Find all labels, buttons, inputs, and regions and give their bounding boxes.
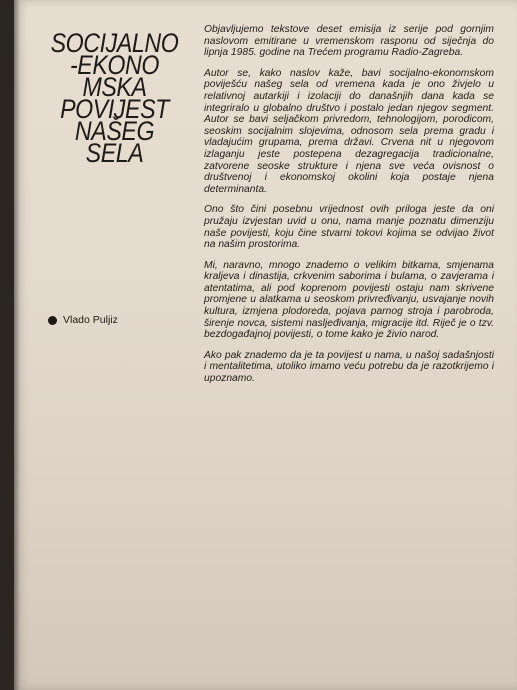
title-line: -EKONO [69, 50, 160, 80]
title-line: SELA [85, 138, 144, 168]
paragraph: Mi, naravno, mnogo znademo o velikim bitkama, smjenama kraljeva i dinastija, crkvenim saborima i bulama, o zavjerama i atentatima, ali pod koprenom povijesti ostaju nam skrivene promjene u alatkama u seoskom privređivanju, usvajanje novih kultura, izmjena plodoreda, pojava parnog stroja i parobroda, širenje novca, sistemi nasljeđivanja, migracije itd. Riječ je o tzv. bezdogađajnoj povijesti, o tome kako je živio narod. [204, 259, 494, 341]
title-line: POVIJEST [60, 94, 169, 124]
title-line: MSKA [82, 72, 147, 102]
paragraph: Ono što čini posebnu vrijednost ovih priloga jeste da oni pružaju izvjestan uvid u onu, nama manje poznatu dimenziju naše povijesti, koju čine stvarni tokovi kojima se odvijao život na našim prostorima. [204, 204, 494, 251]
paragraph: Autor se, kako naslov kaže, bavi socijalno-ekonomskom poviješću našeg sela od vremena kada je ono živjelo u relativnoj autarkiji i izolaciji do današnjih dana kada se integriralo u globalno društvo i postalo jedan njegov segment. Autor se bavi seljačkom privredom, tehnologijom, porodicom, seoskim socijalnim slojevima, odnosom sela prema gradu i vladajućim grupama, prema državi. Crvena nit u njegovom izlaganju jeste postepena dezagregacija tradicionalne, zatvorene seoske strukture i njena sve veća ovisnost o društvenoj i ekonomskoj okolini koja postaje njena determinanta. [204, 67, 494, 195]
paragraph: Ako pak znademo da je ta povijest u nama, u našoj sadašnjosti i mentalitetima, utoliko imamo veću potrebu da je razotkrijemo i upoznamo. [204, 349, 494, 385]
bullet-icon [48, 316, 57, 325]
paragraph: Objavljujemo tekstove deset emisija iz serije pod gornjim naslovom emitirane u vremenskom rasponu od siječnja do lipnja 1985. godine na Trećem programu Radio-Zagreba. [204, 24, 494, 59]
page-gutter-shadow [14, 0, 20, 690]
author-byline [48, 314, 118, 326]
intro-text [204, 24, 494, 394]
title-line: SOCIJALNO [50, 28, 179, 58]
title-line: NAŠEG [74, 116, 155, 146]
article-title [50, 28, 179, 168]
author-name: Vlado Puljiz [63, 314, 118, 326]
